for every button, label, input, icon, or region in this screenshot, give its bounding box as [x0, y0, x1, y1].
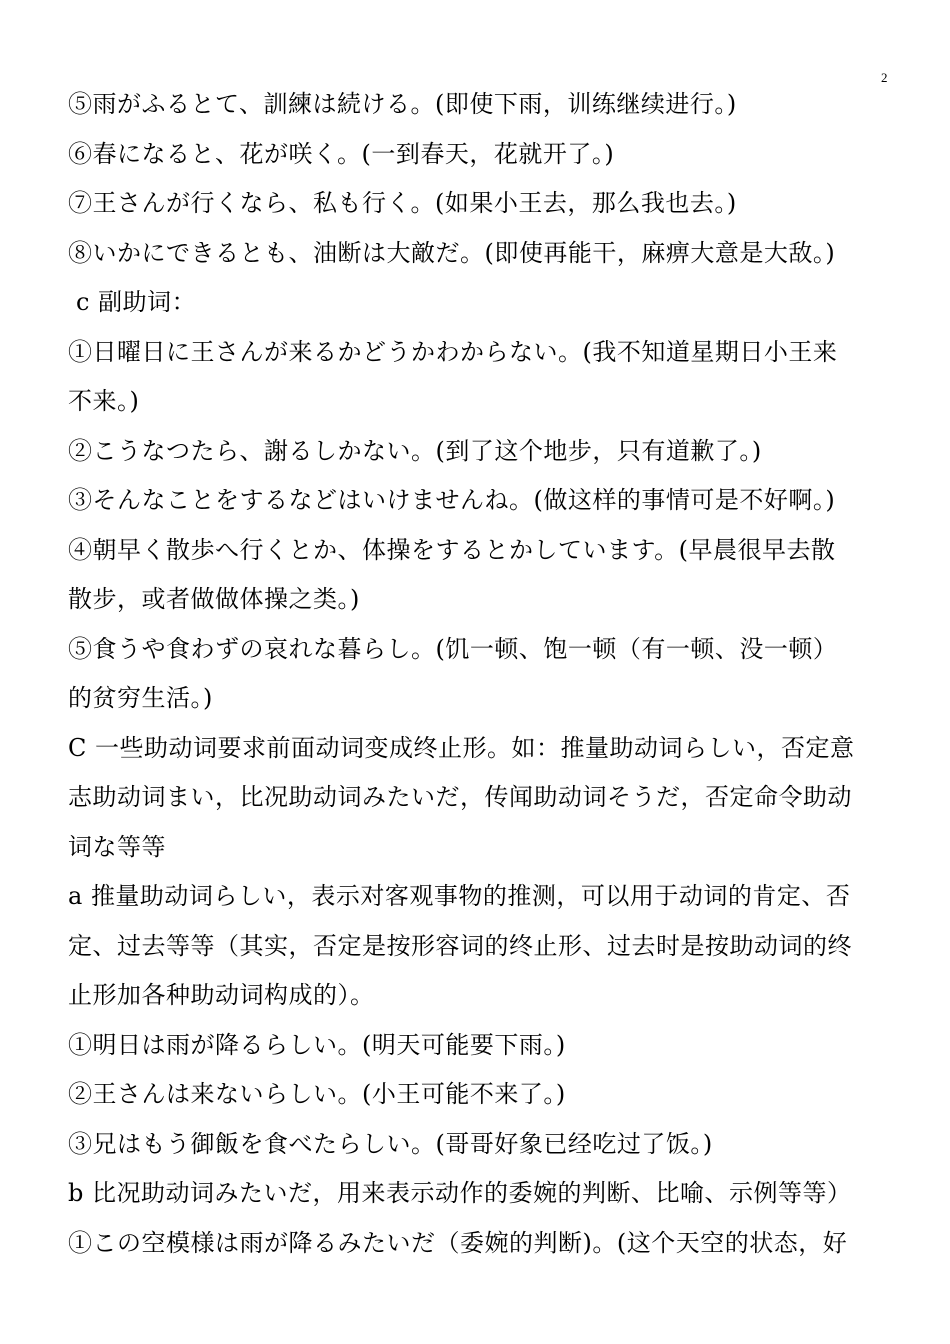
- page-number: 2: [881, 70, 888, 85]
- example-line: ①この空模様は雨が降るみたいだ（委婉的判断)。(这个天空的状态，好: [68, 1228, 848, 1257]
- paragraph-line: C 一些助动词要求前面动词变成终止形。如：推量助动词らしい，否定意: [68, 733, 855, 762]
- paragraph-line: 止形加各种助动词构成的）。: [68, 981, 375, 1009]
- example-line: ⑤食うや食わずの哀れな暮らし。(饥一顿、饱一顿（有一顿、没一顿）: [68, 634, 838, 663]
- example-line: ①明日は雨が降るらしい。(明天可能要下雨。): [68, 1030, 566, 1059]
- example-line-continuation: 的贫穷生活。): [68, 684, 213, 712]
- example-line-continuation: 散步，或者做做体操之类。): [68, 585, 360, 613]
- paragraph-line: 志助动词まい，比况助动词みたいだ，传闻助动词そうだ，否定命令助动: [68, 783, 852, 811]
- example-line-continuation: 不来。): [68, 387, 140, 415]
- example-line: ⑦王さんが行くなら、私も行く。(如果小王去，那么我也去。): [68, 189, 737, 217]
- paragraph-line: b 比况助动词みたいだ，用来表示动作的委婉的判断、比喻、示例等等）: [68, 1179, 852, 1207]
- example-line: ②こうなつたら、謝るしかない。(到了这个地步，只有道歉了。): [68, 436, 762, 465]
- example-line: ③兄はもう御飯を食べたらしい。(哥哥好象已经吃过了饭。): [68, 1129, 713, 1158]
- example-line: ⑤雨がふるとて、訓練は続ける。(即使下雨，训练继续进行。): [68, 90, 737, 118]
- paragraph-line: 定、过去等等（其实，否定是按形容词的终止形、过去时是按助动词的终: [68, 931, 852, 960]
- example-line: ④朝早く散歩へ行くとか、体操をするとかしています。(早晨很早去散: [68, 535, 836, 564]
- example-line: ⑥春になると、花が咲く。(一到春天，花就开了。): [68, 139, 615, 168]
- example-line: ②王さんは来ないらしい。(小王可能不来了。): [68, 1080, 566, 1108]
- example-line: ⑧いかにできるとも、油断は大敵だ。(即使再能干，麻痹大意是大敌。): [68, 238, 836, 267]
- paragraph-line: a 推量助动词らしい，表示对客观事物的推测，可以用于动词的肯定、否: [68, 882, 851, 910]
- section-heading: c 副助词：: [76, 288, 197, 316]
- example-line: ①日曜日に王さんが来るかどうかわからない。(我不知道星期日小王来: [68, 337, 838, 366]
- example-line: ③そんなことをするなどはいけませんね。(做这样的事情可是不好啊。): [68, 486, 836, 514]
- paragraph-line: 词な等等: [68, 832, 166, 861]
